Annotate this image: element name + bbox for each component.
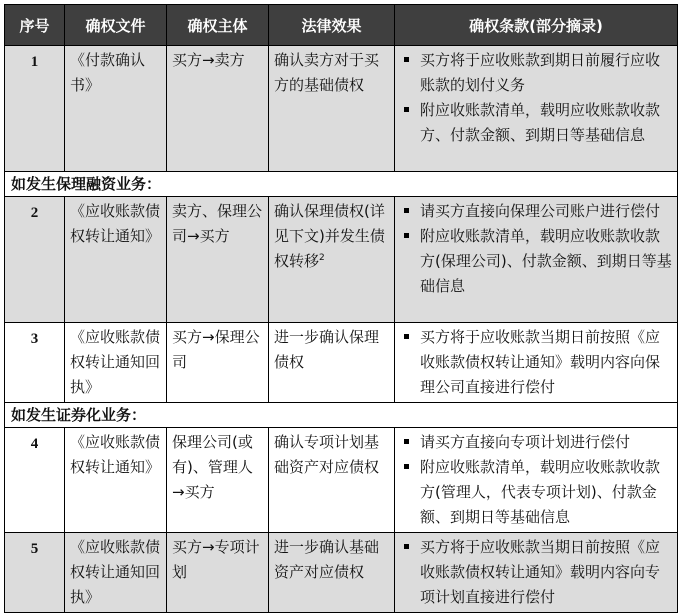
footnote-mark: 2 (319, 253, 325, 263)
row-doc: 《付款确认书》 (65, 46, 167, 172)
row-effect: 确认专项计划基础资产对应债权 (269, 428, 395, 533)
row-index: 1 (5, 46, 65, 172)
clause-item: 附应收账款清单，载明应收账款收款方、付款金额、到期日等基础信息 (400, 98, 672, 148)
section-title: 如发生证券化业务： (5, 403, 678, 428)
clause-item: 买方将于应收账款当期日前按照《应收账款债权转让通知》载明内容向专项计划直接进行偿付 (400, 535, 672, 610)
section-row (5, 403, 678, 428)
row-index: 2 (5, 197, 65, 323)
clause-item: 附应收账款清单，载明应收账款收款方(管理人，代表专项计划)、付款金额、到期日等基础信息 (400, 455, 672, 530)
row-party: 买方→保理公司 (167, 323, 269, 403)
clause-item: 买方将于应收账款到期日前履行应收账款的划付义务 (400, 48, 672, 98)
header-index: 序号 (5, 5, 65, 46)
header-effect: 法律效果 (269, 5, 395, 46)
row-clauses (395, 533, 678, 613)
table-row (5, 428, 678, 533)
header-party: 确权主体 (167, 5, 269, 46)
row-party: 保理公司(或有)、管理人→买方 (167, 428, 269, 533)
row-clauses (395, 197, 678, 323)
header-doc: 确权文件 (65, 5, 167, 46)
row-index: 4 (5, 428, 65, 533)
row-doc: 《应收账款债权转让通知》 (65, 197, 167, 323)
clause-item: 附应收账款清单，载明应收账款收款方(保理公司)、付款金额、到期日等基础信息 (400, 224, 672, 299)
section-title: 如发生保理融资业务： (5, 172, 678, 197)
row-index: 3 (5, 323, 65, 403)
row-index: 5 (5, 533, 65, 613)
clause-item: 请买方直接向专项计划进行偿付 (400, 430, 672, 455)
table-row (5, 197, 678, 323)
row-effect: 确认卖方对于买方的基础债权 (269, 46, 395, 172)
confirmation-table (4, 4, 678, 613)
header-clauses: 确权条款(部分摘录) (395, 5, 678, 46)
row-clauses (395, 46, 678, 172)
row-party: 卖方、保理公司→买方 (167, 197, 269, 323)
clause-item: 买方将于应收账款当期日前按照《应收账款债权转让通知》载明内容向保理公司直接进行偿付 (400, 325, 672, 400)
row-clauses (395, 323, 678, 403)
table-row (5, 46, 678, 172)
row-effect: 进一步确认基础资产对应债权 (269, 533, 395, 613)
section-row (5, 172, 678, 197)
header-row (5, 5, 678, 46)
row-doc: 《应收账款债权转让通知》 (65, 428, 167, 533)
row-doc: 《应收账款债权转让通知回执》 (65, 533, 167, 613)
row-effect: 进一步确认保理债权 (269, 323, 395, 403)
table-row (5, 533, 678, 613)
clause-item: 请买方直接向保理公司账户进行偿付 (400, 199, 672, 224)
row-doc: 《应收账款债权转让通知回执》 (65, 323, 167, 403)
table-row (5, 323, 678, 403)
row-effect (269, 197, 395, 323)
row-party: 买方→卖方 (167, 46, 269, 172)
row-clauses (395, 428, 678, 533)
row-party: 买方→专项计划 (167, 533, 269, 613)
effect-text: 确认保理债权(详见下文)并发生债权转移 (274, 202, 385, 270)
